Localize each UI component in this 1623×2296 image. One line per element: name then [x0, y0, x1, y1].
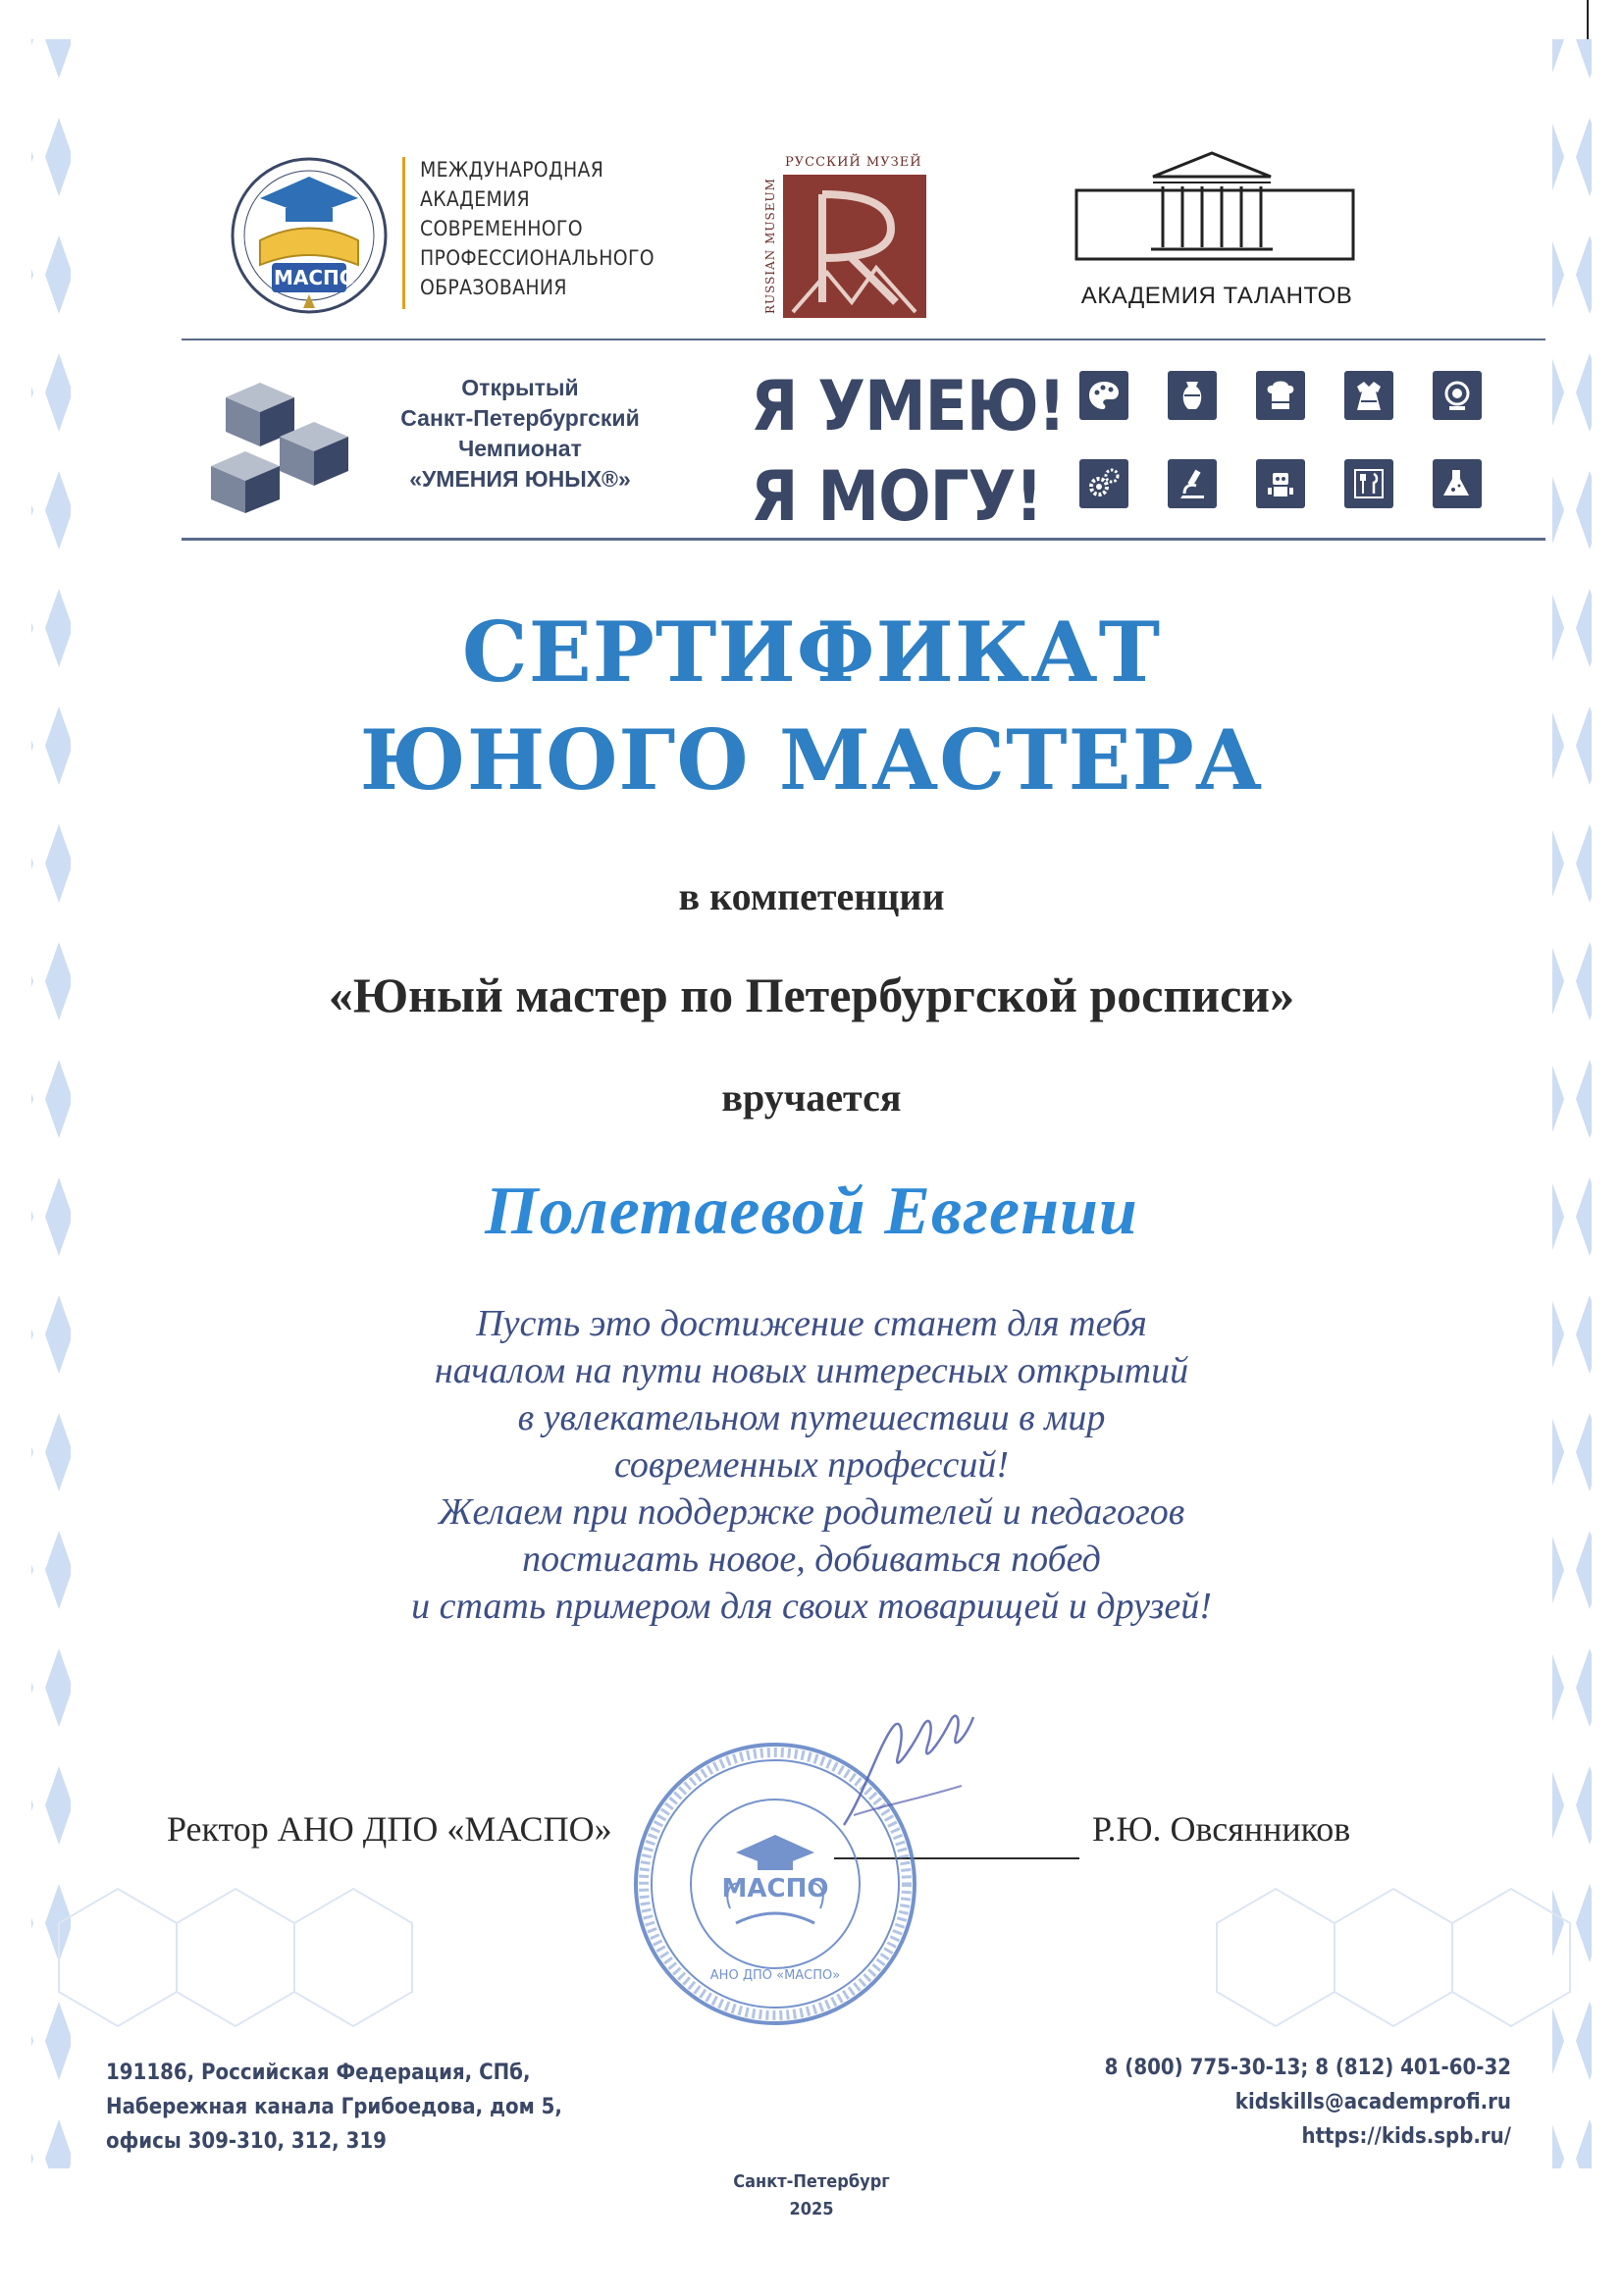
awarded-label: вручается	[721, 1075, 902, 1120]
flask-icon	[1433, 459, 1482, 508]
cutlery-icon	[1344, 459, 1393, 508]
wishes-line: и стать примером для своих товарищей и друзей!	[411, 1586, 1212, 1627]
maspo-line: АКАДЕМИЯ	[420, 187, 530, 211]
gears-icon	[1079, 459, 1128, 508]
maspo-emblem-icon	[221, 147, 417, 324]
slogan-line: Я МОГУ!	[751, 456, 1043, 537]
maspo-logo	[221, 147, 417, 324]
chef-icon	[1256, 371, 1305, 420]
city: Санкт-Петербург	[733, 2171, 890, 2192]
title-line: СЕРТИФИКАТ	[461, 603, 1162, 701]
cubes-icon	[206, 378, 363, 515]
museum-side-label: RUSSIAN MUSEUM	[763, 178, 777, 314]
stamp-bottom-text: АНО ДПО «МАСПО»	[709, 1968, 841, 1983]
wishes-line: современных профессий!	[614, 1444, 1009, 1486]
vase-icon	[1168, 371, 1217, 420]
museum-top-label: РУССКИЙ МУЗЕЙ	[785, 155, 922, 170]
wishes-line: Пусть это достижение станет для тебя	[476, 1303, 1147, 1344]
building-icon	[1074, 147, 1359, 275]
slogan	[751, 361, 1065, 542]
competence-name: «Юный мастер по Петербургской росписи»	[328, 967, 1295, 1022]
dress-icon	[1344, 371, 1393, 420]
recipient-name: Полетаевой Евгении	[485, 1174, 1138, 1249]
certificate-title	[0, 599, 1623, 814]
championship-line: Открытый	[461, 375, 579, 400]
championship-title	[353, 373, 687, 495]
rector-position: Ректор АНО ДПО «МАСПО»	[167, 1809, 612, 1849]
championship-line: «УМЕНИЯ ЮНЫХ®»	[409, 466, 631, 492]
globe-icon	[1433, 371, 1482, 420]
wishes-line: Желаем при поддержке родителей и педагогов	[438, 1491, 1185, 1533]
wishes-line: в увлекательном путешествии в мир	[517, 1397, 1106, 1438]
championship-line: Чемпионат	[458, 436, 582, 461]
academy-talents-logo	[1074, 147, 1359, 324]
year: 2025	[789, 2199, 834, 2219]
maspo-line: ПРОФЕССИОНАЛЬНОГО	[420, 246, 654, 270]
competence-intro: в компетенции	[678, 874, 945, 918]
slogan-line: Я УМЕЮ!	[751, 366, 1066, 446]
maspo-name	[420, 155, 654, 302]
place-and-year	[0, 2168, 1623, 2223]
palette-icon	[1079, 371, 1128, 420]
stamp-center-text: МАСПО	[721, 1874, 829, 1904]
wishes-text	[0, 1300, 1623, 1630]
talents-label: АКАДЕМИЯ ТАЛАНТОВ	[1080, 283, 1353, 309]
robot-icon	[1256, 459, 1305, 508]
russian-museum-logo	[756, 149, 932, 321]
email-link[interactable]: kidskills@academprofi.ru	[1234, 2090, 1511, 2114]
address-line: 191186, Российская Федерация, СПб,	[106, 2061, 531, 2085]
banner-top-rule	[182, 339, 1545, 340]
address-line: Набережная канала Грибоедова, дом 5,	[106, 2095, 562, 2119]
wishes-line: началом на пути новых интересных открытий	[434, 1350, 1189, 1391]
phone-numbers: 8 (800) 775-30-13; 8 (812) 401-60-32	[1104, 2056, 1511, 2080]
contacts-block	[981, 2051, 1511, 2154]
maspo-emblem-text: МАСПО	[274, 266, 356, 289]
handwritten-signature	[824, 1688, 991, 1854]
address-line: офисы 309-310, 312, 319	[106, 2129, 387, 2154]
website-link[interactable]: https://kids.spb.ru/	[1301, 2124, 1511, 2149]
maspo-divider	[402, 157, 405, 309]
maspo-line: МЕЖДУНАРОДНАЯ	[420, 158, 604, 182]
microscope-icon	[1168, 459, 1217, 508]
title-line: ЮНОГО МАСТЕРА	[359, 711, 1264, 809]
wishes-line: постигать новое, добиваться побед	[522, 1539, 1101, 1580]
rector-name: Р.Ю. Овсянников	[1092, 1809, 1351, 1849]
address-block	[106, 2056, 562, 2159]
maspo-line: ОБРАЗОВАНИЯ	[420, 276, 567, 299]
museum-r-icon	[783, 175, 926, 318]
championship-line: Санкт-Петербургский	[400, 405, 640, 431]
maspo-line: СОВРЕМЕННОГО	[420, 217, 583, 240]
